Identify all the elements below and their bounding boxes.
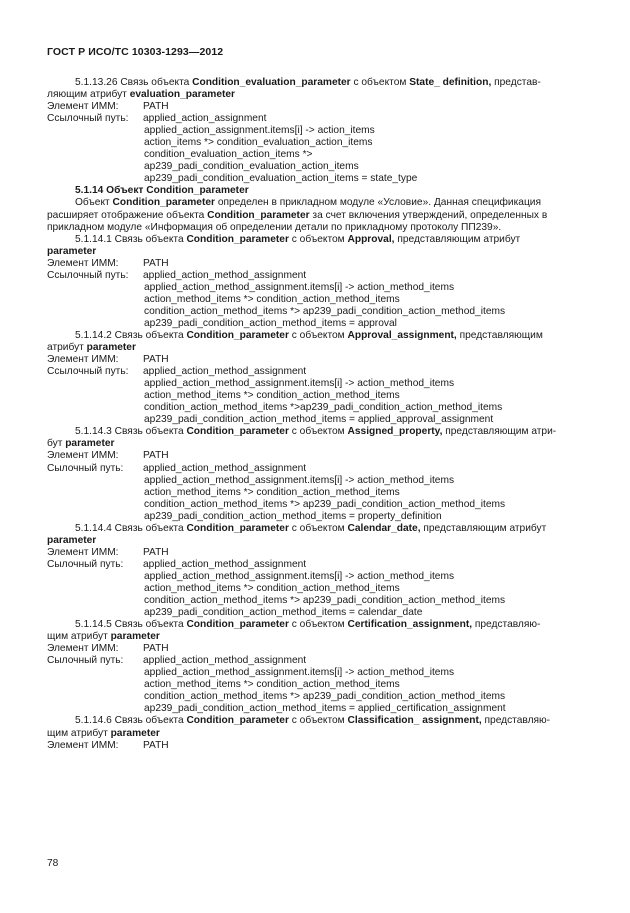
paragraph-line: Объект Condition_parameter определен в прикладном модуле «Условие». Данная спецификация (75, 197, 541, 209)
code-line: applied_action_method_assignment (143, 558, 307, 570)
section-heading-5-1-14: 5.1.14 Объект Condition_parameter (75, 185, 249, 197)
code-line: action_method_items *> condition_action_method_items (144, 486, 400, 498)
code-line: ap239_padi_condition_action_method_items = property_definition (144, 510, 442, 522)
code-line: condition_action_method_items *> ap239_padi_condition_action_method_items (144, 305, 506, 317)
attribute-name: parameter (47, 534, 97, 546)
code-line: condition_action_method_items *> ap239_padi_condition_action_method_items (144, 498, 506, 510)
entity-name: Condition_parameter (207, 209, 310, 221)
code-line: ap239_padi_condition_action_method_items = applied_approval_assignment (144, 414, 494, 426)
element-value: PATH (143, 354, 169, 366)
element-value: PATH (143, 257, 169, 269)
clause-5-1-14-1-title: 5.1.14.1 Связь объекта Condition_parameter с объектом Approval, представляющим атрибут (75, 233, 521, 245)
code-line: action_method_items *> condition_action_method_items (144, 679, 400, 691)
code-line: action_method_items *> condition_action_method_items (144, 390, 400, 402)
attribute-name: parameter (110, 631, 160, 643)
entity-name: Condition_parameter (186, 619, 289, 631)
attribute-name: parameter (47, 245, 97, 257)
paragraph-line: расширяет отображение объекта Condition_parameter за счет включения утверждений, определенных в (47, 209, 548, 221)
code-line: applied_action_method_assignment.items[i] -> action_method_items (144, 281, 455, 293)
document-body (47, 77, 582, 752)
code-line: applied_action_method_assignment.items[i] -> action_method_items (144, 667, 455, 679)
clause-5-1-13-26-title: 5.1.13.26 Связь объекта Condition_evaluation_parameter с объектом State_ definition, представ- (75, 77, 541, 88)
clause-5-1-14-2-title-cont: атрибут parameter (47, 342, 136, 354)
code-line: applied_action_method_assignment.items[i] -> action_method_items (144, 474, 455, 486)
code-line: applied_action_assignment.items[i] -> action_items (144, 125, 375, 137)
element-label: Элемент ИММ: (47, 354, 119, 366)
element-label: Элемент ИММ: (47, 450, 119, 462)
clause-5-1-14-5-title: 5.1.14.5 Связь объекта Condition_parameter с объектом Certification_assignment, представляю- (75, 619, 541, 631)
element-row (47, 450, 582, 462)
clause-5-1-14-6-title: 5.1.14.6 Связь объекта Condition_parameter с объектом Classification_ assignment, представляю- (75, 715, 551, 727)
element-row (47, 643, 582, 655)
document-header: ГОСТ Р ИСО/ТС 10303-1293—2012 (47, 46, 224, 58)
entity-name: Condition_parameter (186, 522, 289, 534)
attribute-name: parameter (86, 342, 136, 354)
code-line: applied_action_method_assignment (143, 462, 307, 474)
code-line: applied_action_method_assignment.items[i] -> action_method_items (144, 570, 455, 582)
element-row (47, 258, 582, 270)
entity-name: Assigned_property, (347, 426, 443, 438)
entity-name: Classification_ assignment, (347, 715, 482, 727)
code-line: ap239_padi_condition_evaluation_action_items (144, 161, 359, 173)
page-number: 78 (47, 858, 59, 869)
element-value: PATH (143, 101, 169, 113)
entity-name: Certification_assignment, (347, 619, 473, 631)
entity-name: Condition_parameter (186, 329, 289, 341)
code-line: condition_action_method_items *>ap239_padi_condition_action_method_items (144, 402, 503, 414)
element-label: Элемент ИММ: (47, 101, 119, 113)
code-line: applied_action_method_assignment (143, 269, 307, 281)
code-line: ap239_padi_condition_action_method_items = approval (144, 317, 397, 329)
code-line: ap239_padi_condition_evaluation_action_items = state_type (144, 173, 418, 185)
code-line: condition_action_method_items *> ap239_padi_condition_action_method_items (144, 691, 506, 703)
ref-path-row (47, 270, 582, 282)
attribute-name: parameter (65, 438, 115, 450)
element-label: Элемент ИММ: (47, 257, 119, 269)
code-line: ap239_padi_condition_action_method_items = applied_certification_assignment (144, 703, 506, 715)
code-line: condition_action_method_items *> ap239_padi_condition_action_method_items (144, 595, 506, 607)
code-line: applied_action_method_assignment (143, 655, 307, 667)
ref-path-label: Ссылочный путь: (47, 366, 129, 378)
clause-5-1-14-3-title: 5.1.14.3 Связь объекта Condition_parameter с объектом Assigned_property, представляющим атри- (75, 426, 557, 438)
clause-5-1-13-26-title-cont: ляющим атрибут evaluation_parameter (47, 89, 236, 101)
code-line: applied_action_assignment (143, 113, 267, 125)
clause-5-1-14-4-title: 5.1.14.4 Связь объекта Condition_parameter с объектом Calendar_date, представляющим атрибут (75, 522, 547, 534)
code-line: action_items *> condition_evaluation_action_items (144, 137, 373, 149)
element-row (47, 354, 582, 366)
element-row (47, 101, 582, 113)
entity-name: Condition_parameter (112, 197, 215, 209)
element-label: Элемент ИММ: (47, 546, 119, 558)
entity-name: Calendar_date, (347, 522, 421, 534)
ref-path-row (47, 655, 582, 667)
code-line: condition_evaluation_action_items *> (144, 149, 313, 161)
paragraph-line: прикладном модуле «Информация об определении детали по прикладному протоколу ПП239». (47, 221, 502, 233)
element-value: PATH (143, 450, 169, 462)
element-row (47, 547, 582, 559)
element-label: Элемент ИММ: (47, 643, 119, 655)
entity-name: Approval, (347, 233, 395, 245)
ref-path-row (47, 113, 582, 125)
entity-name: Condition_parameter (186, 233, 289, 245)
code-line: applied_action_method_assignment (143, 366, 307, 378)
entity-name: Condition_parameter (186, 426, 289, 438)
entity-name: Condition_evaluation_parameter (192, 77, 351, 88)
code-line: applied_action_method_assignment.items[i] -> action_method_items (144, 378, 455, 390)
element-value: PATH (143, 546, 169, 558)
attribute-name: parameter (110, 727, 160, 739)
entity-name: State_ definition, (409, 77, 492, 88)
clause-5-1-14-2-title: 5.1.14.2 Связь объекта Condition_parameter с объектом Approval_assignment, представляющим (75, 329, 543, 341)
attribute-name: evaluation_parameter (129, 89, 236, 101)
ref-path-label: Сылочный путь: (47, 558, 124, 570)
code-line: action_method_items *> condition_action_method_items (144, 582, 400, 594)
element-row (47, 740, 582, 752)
ref-path-row (47, 559, 582, 571)
entity-name: Approval_assignment, (347, 329, 457, 341)
element-label: Элемент ИММ: (47, 739, 119, 751)
ref-path-row (47, 366, 582, 378)
ref-path-label: Ссылочный путь: (47, 269, 129, 281)
ref-path-row (47, 463, 582, 475)
code-line: ap239_padi_condition_action_method_items = calendar_date (144, 607, 423, 619)
ref-path-label: Сылочный путь: (47, 462, 124, 474)
clause-5-1-14-6-title-cont: щим атрибут parameter (47, 727, 160, 739)
entity-name: Condition_parameter (186, 715, 289, 727)
clause-5-1-14-5-title-cont: щим атрибут parameter (47, 631, 160, 643)
code-line: action_method_items *> condition_action_method_items (144, 293, 400, 305)
element-value: PATH (143, 739, 169, 751)
ref-path-label: Ссылочный путь: (47, 113, 129, 125)
element-value: PATH (143, 643, 169, 655)
ref-path-label: Сылочный путь: (47, 655, 124, 667)
clause-5-1-14-3-title-cont: бут parameter (47, 438, 115, 450)
